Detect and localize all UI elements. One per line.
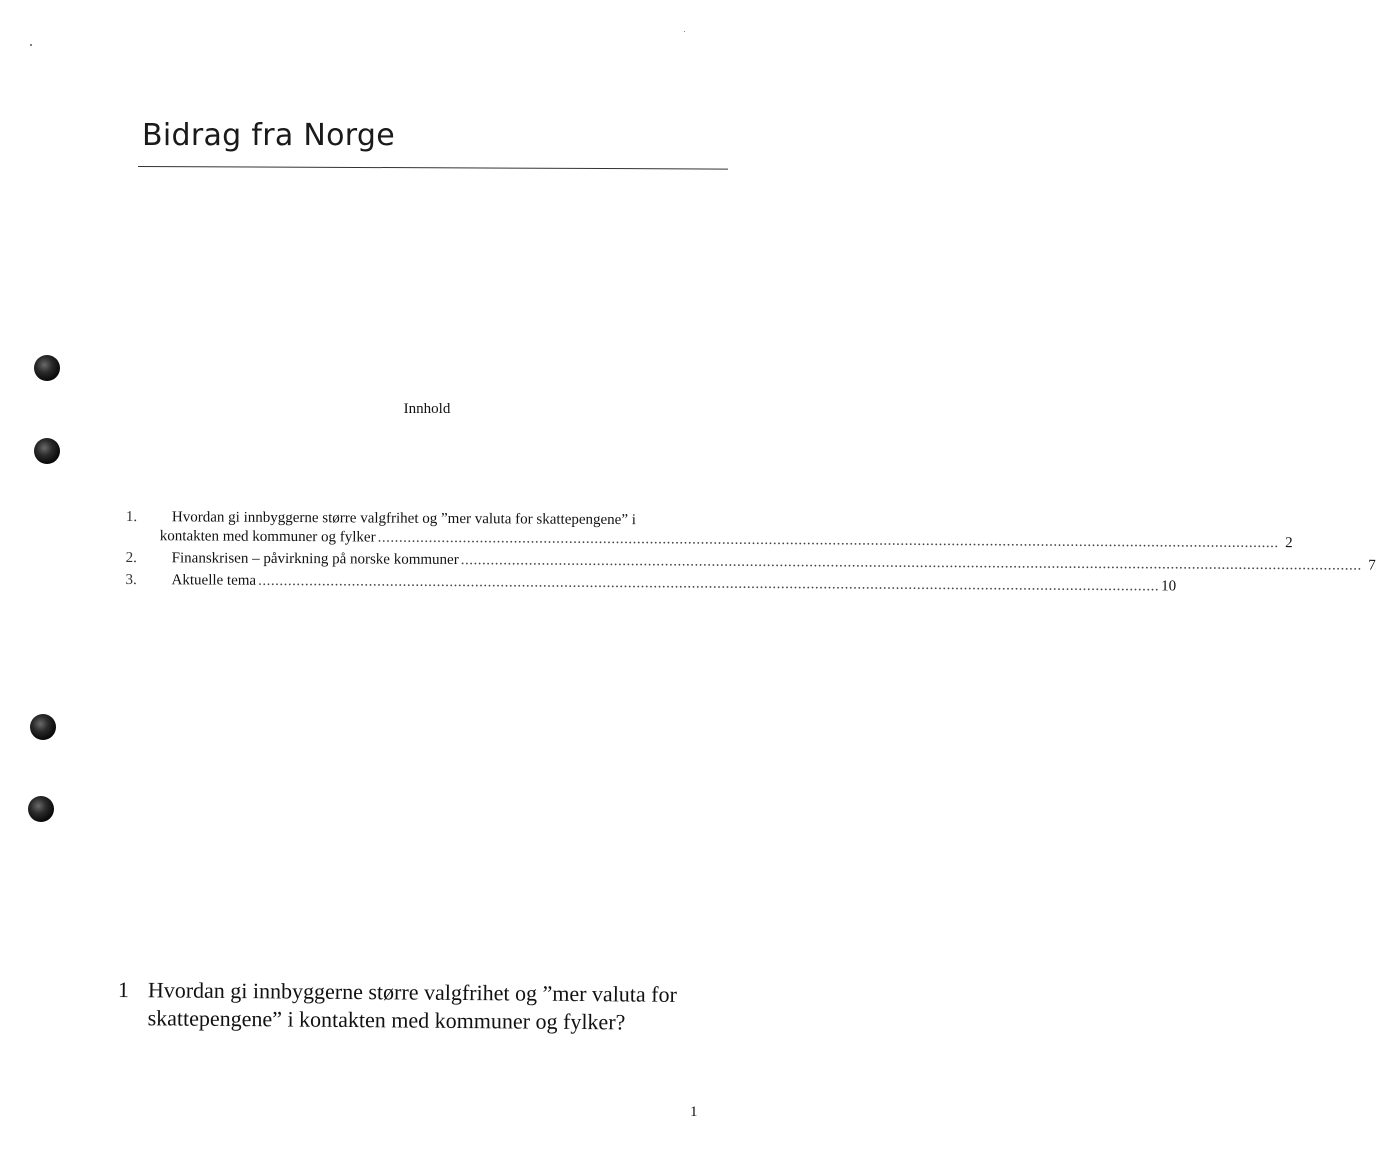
toc-entry-number: 2.: [125, 549, 137, 567]
title-underline: [138, 166, 728, 170]
table-of-contents: [125, 508, 1376, 597]
toc-entry-number: 3.: [125, 571, 137, 589]
section-heading: [118, 976, 718, 1037]
toc-dot-leader: [461, 551, 1362, 576]
toc-entry-text: Finanskrisen – påvirkning på norske kommuner: [171, 550, 459, 569]
punch-hole: [30, 714, 56, 740]
punch-hole: [34, 355, 60, 381]
toc-entry-number: 1.: [125, 508, 138, 526]
toc-entry[interactable]: [125, 549, 1376, 574]
toc-entry-page: 7: [1368, 557, 1376, 574]
toc-entry-page: 2: [1285, 535, 1293, 552]
punch-hole: [28, 796, 54, 822]
toc-entry[interactable]: [125, 571, 1177, 595]
toc-entry-page: 10: [1161, 578, 1177, 595]
scan-speck: [684, 31, 685, 32]
page-number: 1: [690, 1104, 698, 1120]
toc-entry-text: Hvordan gi innbyggerne større valgfrihet og ”mer valuta for skattepengene” i: [171, 509, 636, 529]
punch-hole: [34, 438, 60, 464]
document-title: Bidrag fra Norge: [142, 118, 395, 153]
toc-entry[interactable]: [125, 508, 1293, 552]
toc-entry-text: Aktuelle tema: [171, 572, 257, 589]
scan-speck: [30, 44, 32, 46]
section-number: 1: [117, 976, 129, 1003]
toc-entry-text-continued: kontakten med kommuner og fylker: [159, 528, 376, 546]
toc-heading: Innhold: [403, 401, 451, 417]
toc-dot-leader: [258, 572, 1159, 597]
section-title: Hvordan gi innbyggerne større valgfrihet og ”mer valuta for skattepengene” i kontakten med kommuner og fylker?: [147, 977, 678, 1035]
